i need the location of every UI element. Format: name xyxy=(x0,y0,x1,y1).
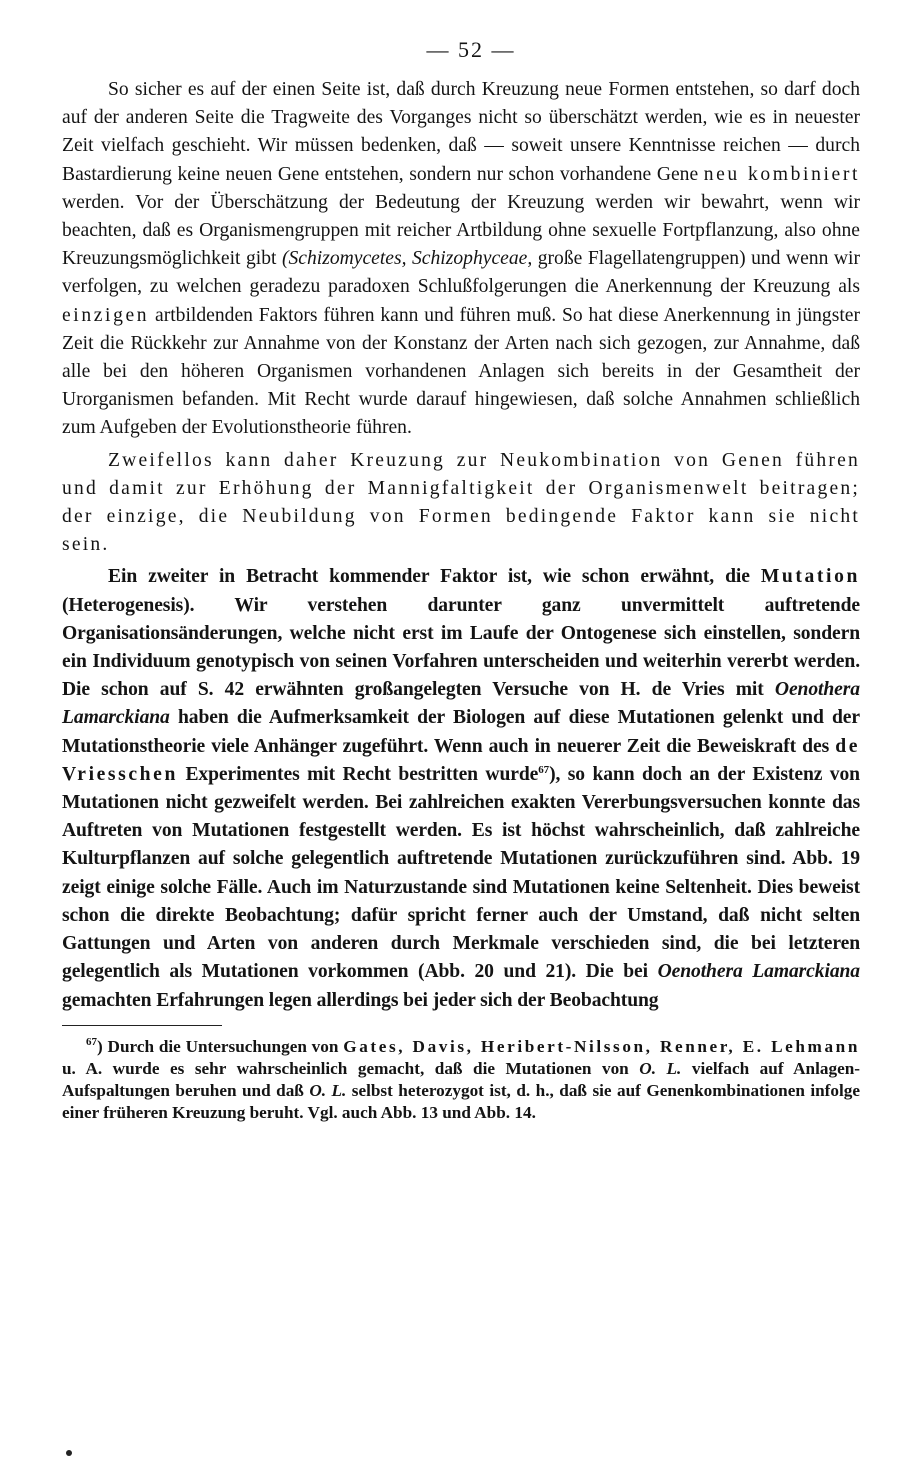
text-run: artbildenden Faktors führen kann und führen muß. So hat diese Anerkennung in jüngster Zeit die Rückkehr zur Annahme von der Konstanz der Arten nach sich gezogen, zur Annahme, daß alle bei den höheren Organismen vorhandenen Anlagen sich bereits in der Gesamtheit der Urorganismen befanden. Mit Recht wurde darauf hingewiesen, daß solche Annahmen schließlich zum Aufgeben der Evolutionstheorie führen. xyxy=(62,304,860,439)
italic-taxa: (Schizomycetes, Schizophyceae, xyxy=(281,248,533,270)
footnote-marker: 67 xyxy=(86,1035,97,1048)
text-run: selbst heterozygot ist, d. h., daß sie auf Genenkombinationen infolge einer früheren Kreuzung beruht. Vgl. auch Abb. 13 und Abb. 14. xyxy=(62,1081,860,1123)
text-run: (Heterogenesis). Wir verstehen darunter ganz unvermittelt auftretende Organisationsänderungen, welche nicht erst im Laufe der Ontogenese sich einstellen, sondern ein Individuum genotypisch von seinen Vorfahren unterscheiden und weiterhin vererbt werden. Die schon auf S. 42 erwähnten großangelegten Versuche von H. de Vries mit xyxy=(62,594,860,701)
paragraph-neukombination: Zweifellos kann daher Kreuzung zur Neukombination von Genen führen und damit zur Erhöhung der Mannigfaltigkeit der Organismenwelt beitragen; der einzige, die Neubildung von Formen bedingende Faktor kann sie nicht sein. xyxy=(62,449,860,556)
italic-species: Oenothera Lamarckiana xyxy=(62,679,860,729)
text-run: ), so kann doch an der Existenz von Mutationen nicht gezweifelt werden. Bei zahlreichen exakten Vererbungsversuchen konnte das Auftreten von Mutationen festgestellt werden. Es ist höchst wahrscheinlich, daß zahlreiche Kulturpflanzen auf solche gelegentlich auftretende Mutationen zurückzuführen sind. Abb. 19 zeigt einige solche Fälle. Auch im Naturzustande sind Mutationen keine Seltenheit. Dies beweist schon die direkte Beobachtung; dafür spricht ferner auch der Umstand, daß nicht selten Gattungen und Arten von anderen durch Merkmale verschieden sind, die bei letzteren gelegentlich als Mutationen vorkommen (Abb. 20 und 21). Die bei xyxy=(62,763,860,983)
text-run: haben die Aufmerksamkeit der Biologen auf diese Mutationen gelenkt und der Mutationstheorie viele Anhänger zugeführt. Wenn auch in neuerer Zeit die Beweiskraft des xyxy=(62,707,860,757)
text-run: So sicher es auf der einen Seite ist, daß durch Kreuzung neue Formen entstehen, so darf doch auf der anderen Seite die Tragweite des Vorganges nicht so überschätzt werden, wie es in neuester Zeit vielfach geschieht. Wir müssen bedenken, daß — soweit unsere Kenntnisse reichen — durch Bastardierung keine neuen Gene entstehen, sondern nur schon vorhandene Gene xyxy=(62,79,860,185)
footnote-rule xyxy=(62,1025,222,1026)
paragraph-mutation xyxy=(62,563,860,1014)
text-run: vielfach auf Anlagen-Aufspaltungen beruhen und daß xyxy=(62,1058,860,1101)
text-run: große Flagellatengruppen) und wenn wir verfolgen, zu welchen geradezu paradoxen Schlußfolgerungen die Anerkennung der Kreuzung als xyxy=(62,248,861,298)
text-run: werden. Vor der Überschätzung der Bedeutung der Kreuzung werden wir bewahrt, wenn wir beachten, daß es Organismengruppen mit reicher Artbildung ohne sexuelle Fortpflanzung, also ohne Kreuzungsmöglichkeit gibt xyxy=(62,191,860,270)
italic-species: Oenothera Lamarckiana xyxy=(657,961,861,983)
spaced-emphasis: einzigen xyxy=(62,304,150,326)
spaced-emphasis: Mutation xyxy=(760,566,860,588)
paragraph-kreuzung xyxy=(62,76,860,443)
page-number: — 52 — xyxy=(426,37,516,62)
text-run: ) Durch die Untersuchungen von xyxy=(97,1036,344,1056)
spaced-emphasis: neu kombiniert xyxy=(703,163,860,185)
italic-abbrev: O. L. xyxy=(639,1058,682,1078)
text-run: u. A. wurde es sehr wahrscheinlich gemacht, daß die Mutationen von xyxy=(62,1058,640,1078)
spaced-emphasis: de Vriesschen xyxy=(62,735,860,785)
print-speck xyxy=(66,1450,72,1456)
italic-abbrev: O. L. xyxy=(309,1081,347,1101)
spaced-authors: Gates, Davis, Heribert-Nilsson, Renner, E. Lehmann xyxy=(343,1036,860,1056)
text-run: gemachten Erfahrungen legen allerdings bei jeder sich der Beobachtung xyxy=(62,989,659,1011)
book-page xyxy=(62,30,860,1125)
footnote-reference: 67 xyxy=(538,763,550,776)
text-run: Experimentes mit Recht bestritten wurde xyxy=(177,763,539,785)
footnote xyxy=(62,1036,860,1125)
text-run: Ein zweiter in Betracht kommender Faktor ist, wie schon erwähnt, die xyxy=(108,566,761,588)
